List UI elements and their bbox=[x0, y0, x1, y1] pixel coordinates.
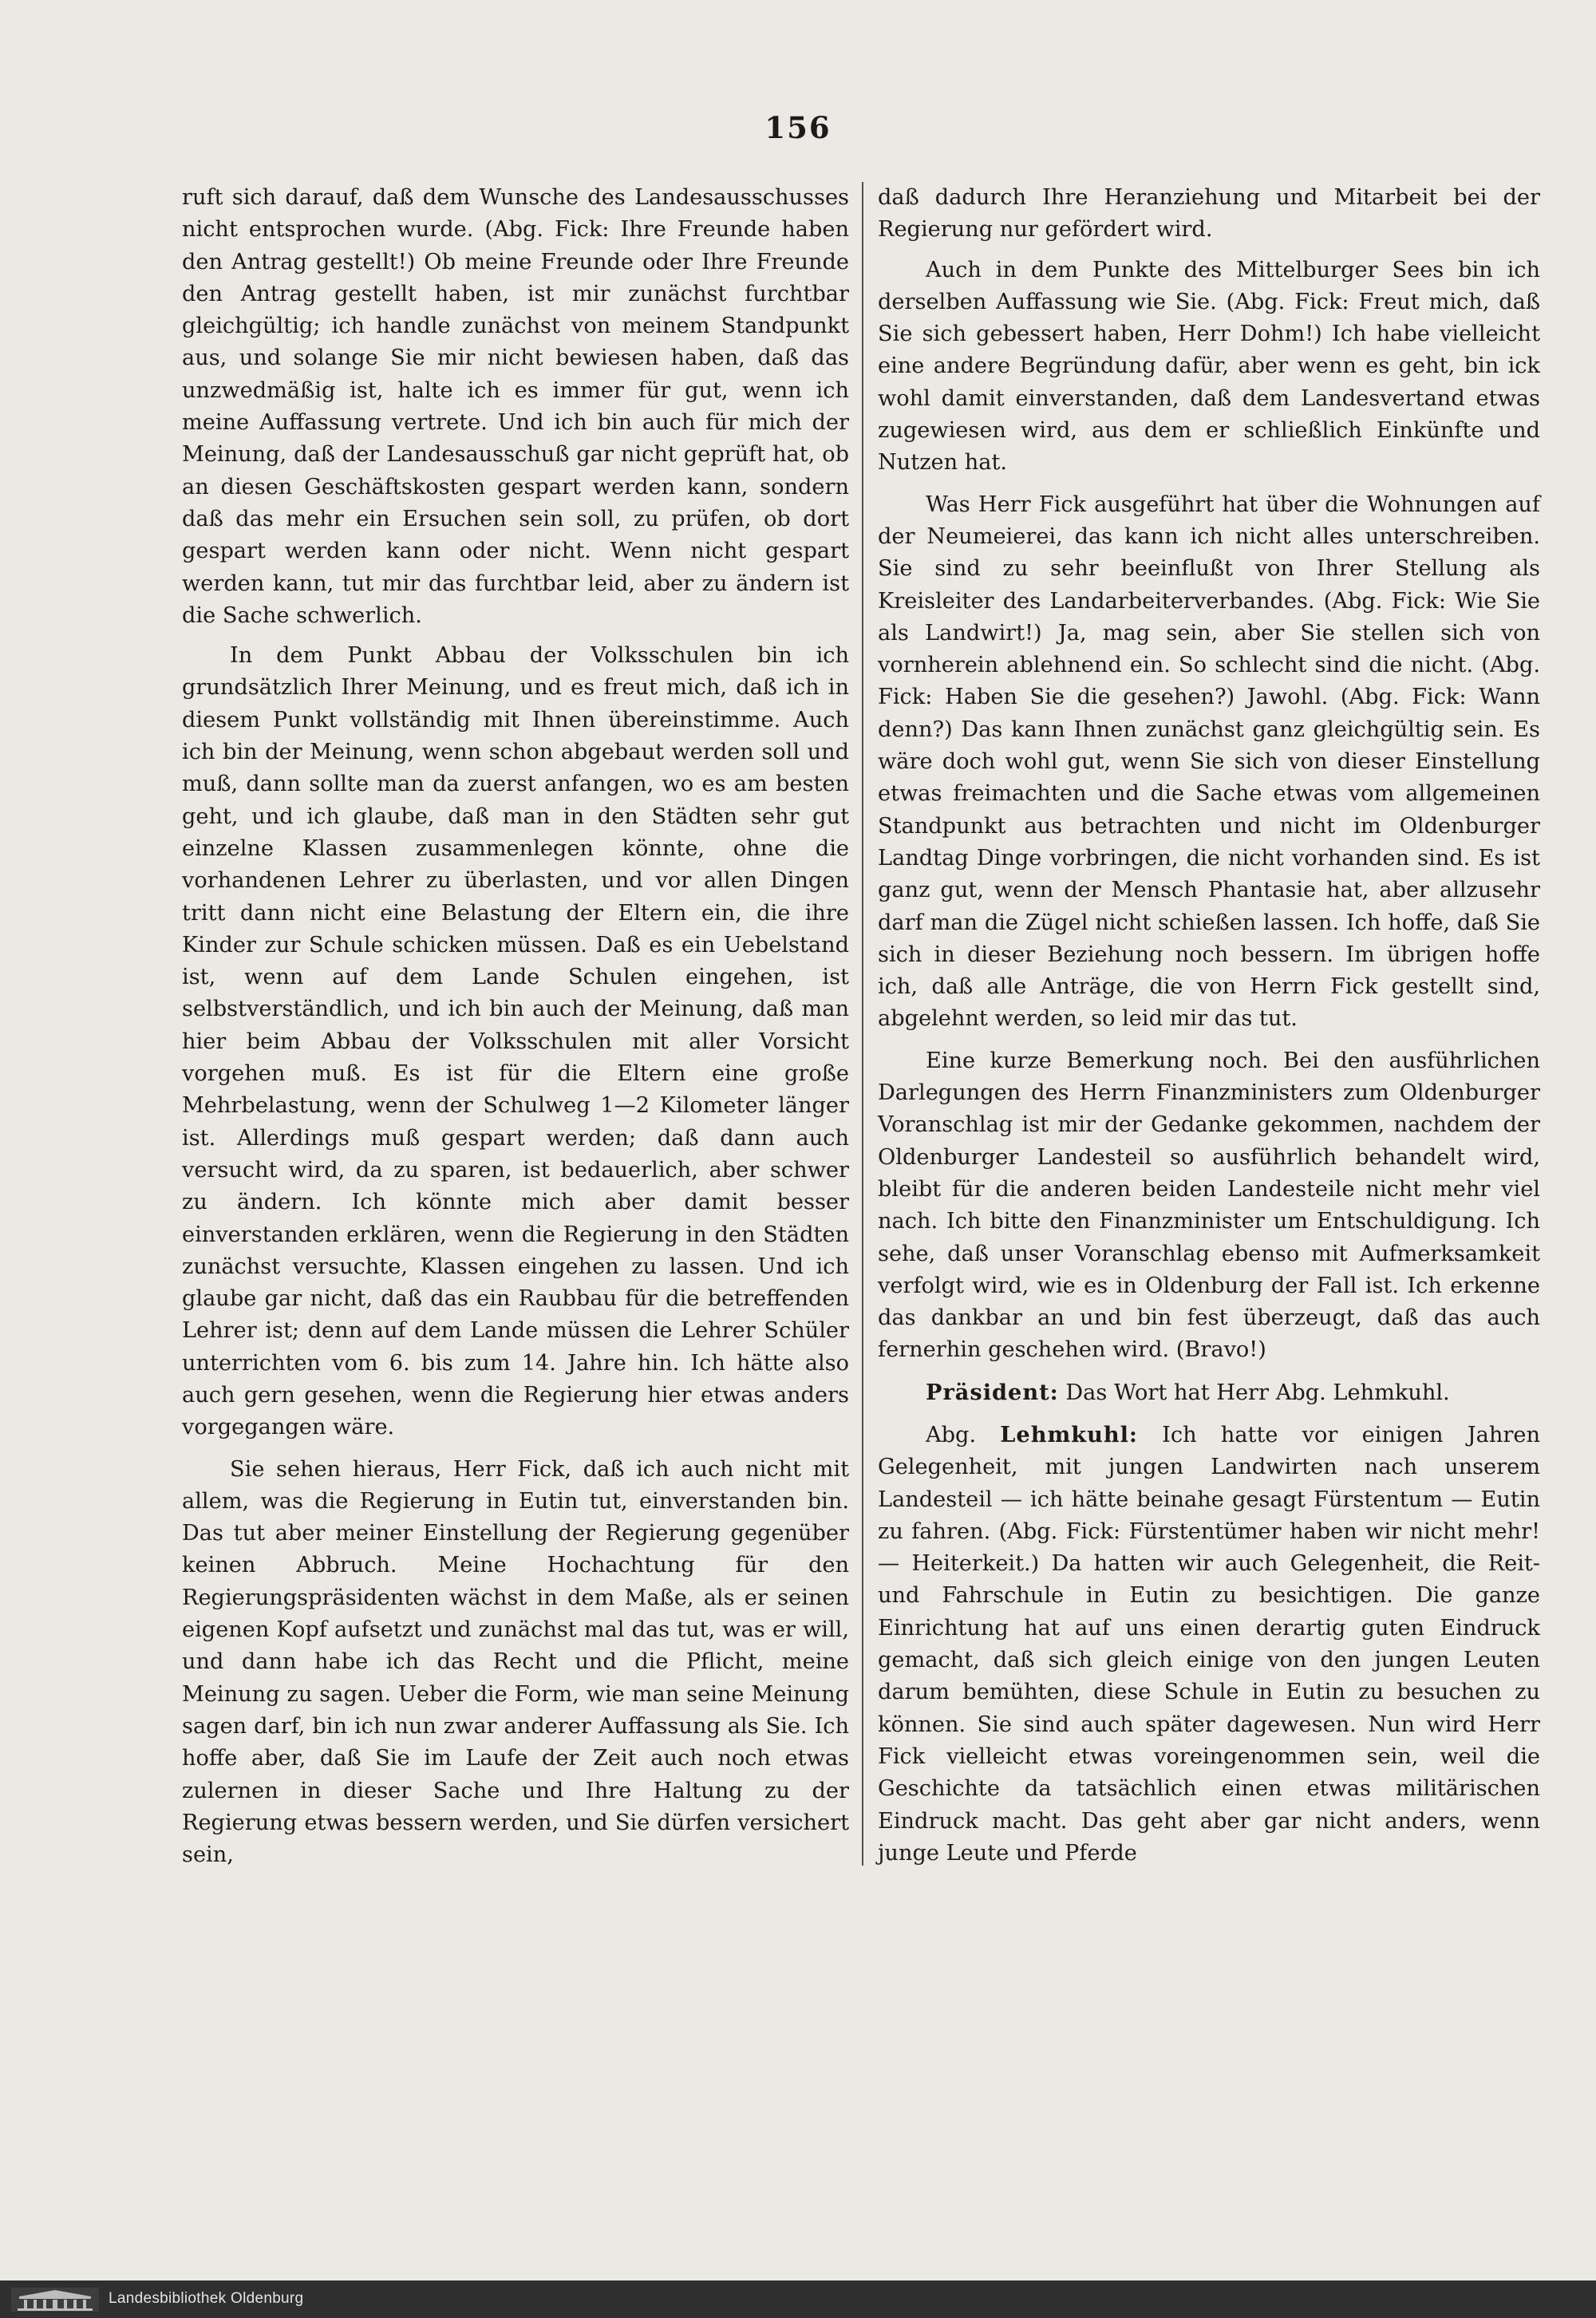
speaker-prefix: Abg. bbox=[926, 1422, 977, 1447]
paragraph: Eine kurze Bemerkung noch. Bei den ausführlichen Darlegungen des Herrn Finanzministers zum Oldenburger Voranschlag ist mir der Gedanke gekommen, nachdem der Oldenburger Landesteil so ausführlich behandelt wird, bleibt für die anderen beiden Landesteile nicht mehr viel nach. Ich bitte den Finanzminister um Entschuldigung. Ich sehe, daß unser Voranschlag ebenso mit Aufmerksamkeit verfolgt wird, wie es in Oldenburg der Fall ist. Ich erkenne das dankbar an und bin fest überzeugt, daß das auch fernerhin geschehen wird. (Bravo!) bbox=[878, 1048, 1540, 1363]
page-number: 156 bbox=[764, 110, 832, 145]
library-name: Landesbibliothek Oldenburg bbox=[109, 2290, 304, 2307]
library-building-icon bbox=[11, 2288, 99, 2312]
speaker-label: Lehmkuhl: bbox=[1000, 1421, 1138, 1447]
left-column bbox=[182, 182, 849, 1881]
statement-text: Ich hatte vor einigen Jahren Gelegenheit, mit jungen Landwirten nach unserem Landesteil — ich hätte beinahe gesagt Fürstentum — Eutin zu fahren. (Abg. Fick: Fürstentümer haben wir nicht mehr! — Heiterkeit.) Da hatten wir auch Gelegenheit, die Reit- und Fahrschule in Eutin zu besichtigen. Die ganze Einrichtung hat auf uns einen derartig guten Eindruck gemacht, daß sich gleich einige von den jungen Leuten darum bemühten, diese Schule in Eutin zu besuchen zu können. Sie sind auch später dagewesen. Nun wird Herr Fick vielleicht etwas voreingenommen sein, weil die Geschichte da tatsächlich einen etwas militärischen Eindruck macht. Das geht aber gar nicht anders, wenn junge Leute und Pferde bbox=[878, 1422, 1540, 1866]
right-column bbox=[878, 182, 1540, 1879]
lehmkuhl-statement bbox=[878, 1419, 1540, 1870]
speaker-label: Präsident: bbox=[926, 1379, 1059, 1405]
president-statement bbox=[878, 1376, 1540, 1409]
column-divider bbox=[862, 182, 863, 1866]
footer-bar bbox=[0, 2280, 1596, 2318]
paragraph: Sie sehen hieraus, Herr Fick, daß ich auch nicht mit allem, was die Regierung in Eutin tut, einverstanden bin. Das tut aber meiner Einstellung der Regierung gegenüber keinen Abbruch. Meine Hochachtung für den Regierungspräsidenten wächst in dem Maße, als er seinen eigenen Kopf aufsetzt und zunächst mal das tut, was er will, und dann habe ich das Recht und die Pflicht, meine Meinung zu sagen. Ueber die Form, wie man seine Meinung sagen darf, bin ich nun zwar anderer Auffassung als Sie. Ich hoffe aber, daß Sie im Laufe der Zeit auch noch etwas zulernen in dieser Sache und Ihre Haltung zu der Regierung etwas bessern werden, und Sie dürfen versichert sein, bbox=[182, 1456, 849, 1868]
paragraph: daß dadurch Ihre Heranziehung und Mitarbeit bei der Regierung nur gefördert wird. bbox=[878, 185, 1540, 243]
paragraph: ruft sich darauf, daß dem Wunsche des Landesausschusses nicht entsprochen wurde. (Abg. Fick: Ihre Freunde haben den Antrag gestellt!) Ob meine Freunde oder Ihre Freunde den Antrag gestellt haben, ist mir zunächst furchtbar gleichgültig; ich handle zunächst von meinem Standpunkt aus, und solange Sie mir nicht bewiesen haben, daß das unzwedmäßig ist, halte ich es immer für gut, wenn ich meine Auffassung vertrete. Und ich bin auch für mich der Meinung, daß der Landesausschuß gar nicht geprüft hat, ob an diesen Geschäftskosten gespart werden kann, sondern daß das mehr ein Ersuchen sein soll, zu prüfen, ob dort gespart werden kann oder nicht. Wenn nicht gespart werden kann, tut mir das furchtbar leid, aber zu ändern ist die Sache schwerlich. bbox=[182, 185, 849, 628]
paragraph: Was Herr Fick ausgeführt hat über die Wohnungen auf der Neumeierei, das kann ich nicht alles unterschreiben. Sie sind zu sehr beeinflußt von Ihrer Stellung als Kreisleiter des Landarbeiterverbandes. (Abg. Fick: Wie Sie als Landwirt!) Ja, mag sein, aber Sie stellen sich von vornherein ablehnend ein. So schlecht sind die nicht. (Abg. Fick: Haben Sie die gesehen?) Jawohl. (Abg. Fick: Wann denn?) Das kann Ihnen zunächst ganz gleichgültig sein. Es wäre doch wohl gut, wenn Sie sich von dieser Einstellung etwas freimachten und die Sache etwas vom allgemeinen Standpunkt aus betrachten und nicht im Oldenburger Landtag Dinge vorbringen, die nicht vorhanden sind. Es ist ganz gut, wenn der Mensch Phantasie hat, aber allzusehr darf man die Zügel nicht schießen lassen. Ich hoffe, daß Sie sich in dieser Beziehung noch bessern. Im übrigen hoffe ich, daß alle Anträge, die von Herrn Fick gestellt sind, abgelehnt werden, so leid mir das tut. bbox=[878, 492, 1540, 1032]
paragraph: In dem Punkt Abbau der Volksschulen bin ich grundsätzlich Ihrer Meinung, und es freut mich, daß ich in diesem Punkt vollständig mit Ihnen übereinstimme. Auch ich bin der Meinung, wenn schon abgebaut werden soll und muß, dann sollte man da zuerst anfangen, wo es am besten geht, und ich glaube, daß man in den Städten sehr gut einzelne Klassen zusammenlegen könnte, ohne die vorhandenen Lehrer zu überlasten, und vor allen Dingen tritt dann nicht eine Belastung der Eltern ein, die ihre Kinder zur Schule schicken müssen. Daß es ein Uebelstand ist, wenn auf dem Lande Schulen eingehen, ist selbstverständlich, und ich bin auch der Meinung, daß man hier beim Abbau der Volksschulen mit aller Vorsicht vorgehen muß. Es ist für die Eltern eine große Mehrbelastung, wenn der Schulweg 1—2 Kilometer länger ist. Allerdings muß gespart werden; daß dann auch versucht wird, da zu sparen, ist bedauerlich, aber schwer zu ändern. Ich könnte mich aber damit besser einverstanden erklären, wenn die Regierung in den Städten zunächst versuchte, Klassen eingehen zu lassen. Und ich glaube gar nicht, daß das ein Raubbau für die betreffenden Lehrer ist; denn auf dem Lande müssen die Lehrer Schüler unterrichten vom 6. bis zum 14. Jahre hin. Ich hätte also auch gern gesehen, wenn die Regierung hier etwas anders vorgegangen wäre. bbox=[182, 643, 849, 1440]
paragraph: Auch in dem Punkte des Mittelburger Sees bin ich derselben Auffassung wie Sie. (Abg. Fick: Freut mich, daß Sie sich gebessert haben, Herr Dohm!) Ich habe vielleicht eine andere Begründung dafür, aber wenn es geht, bin ick wohl damit einverstanden, daß dem Landesvertand etwas zugewiesen wird, aus dem er schließlich Einkünfte und Nutzen hat. bbox=[878, 257, 1540, 476]
statement-text: Das Wort hat Herr Abg. Lehmkuhl. bbox=[1065, 1380, 1450, 1405]
